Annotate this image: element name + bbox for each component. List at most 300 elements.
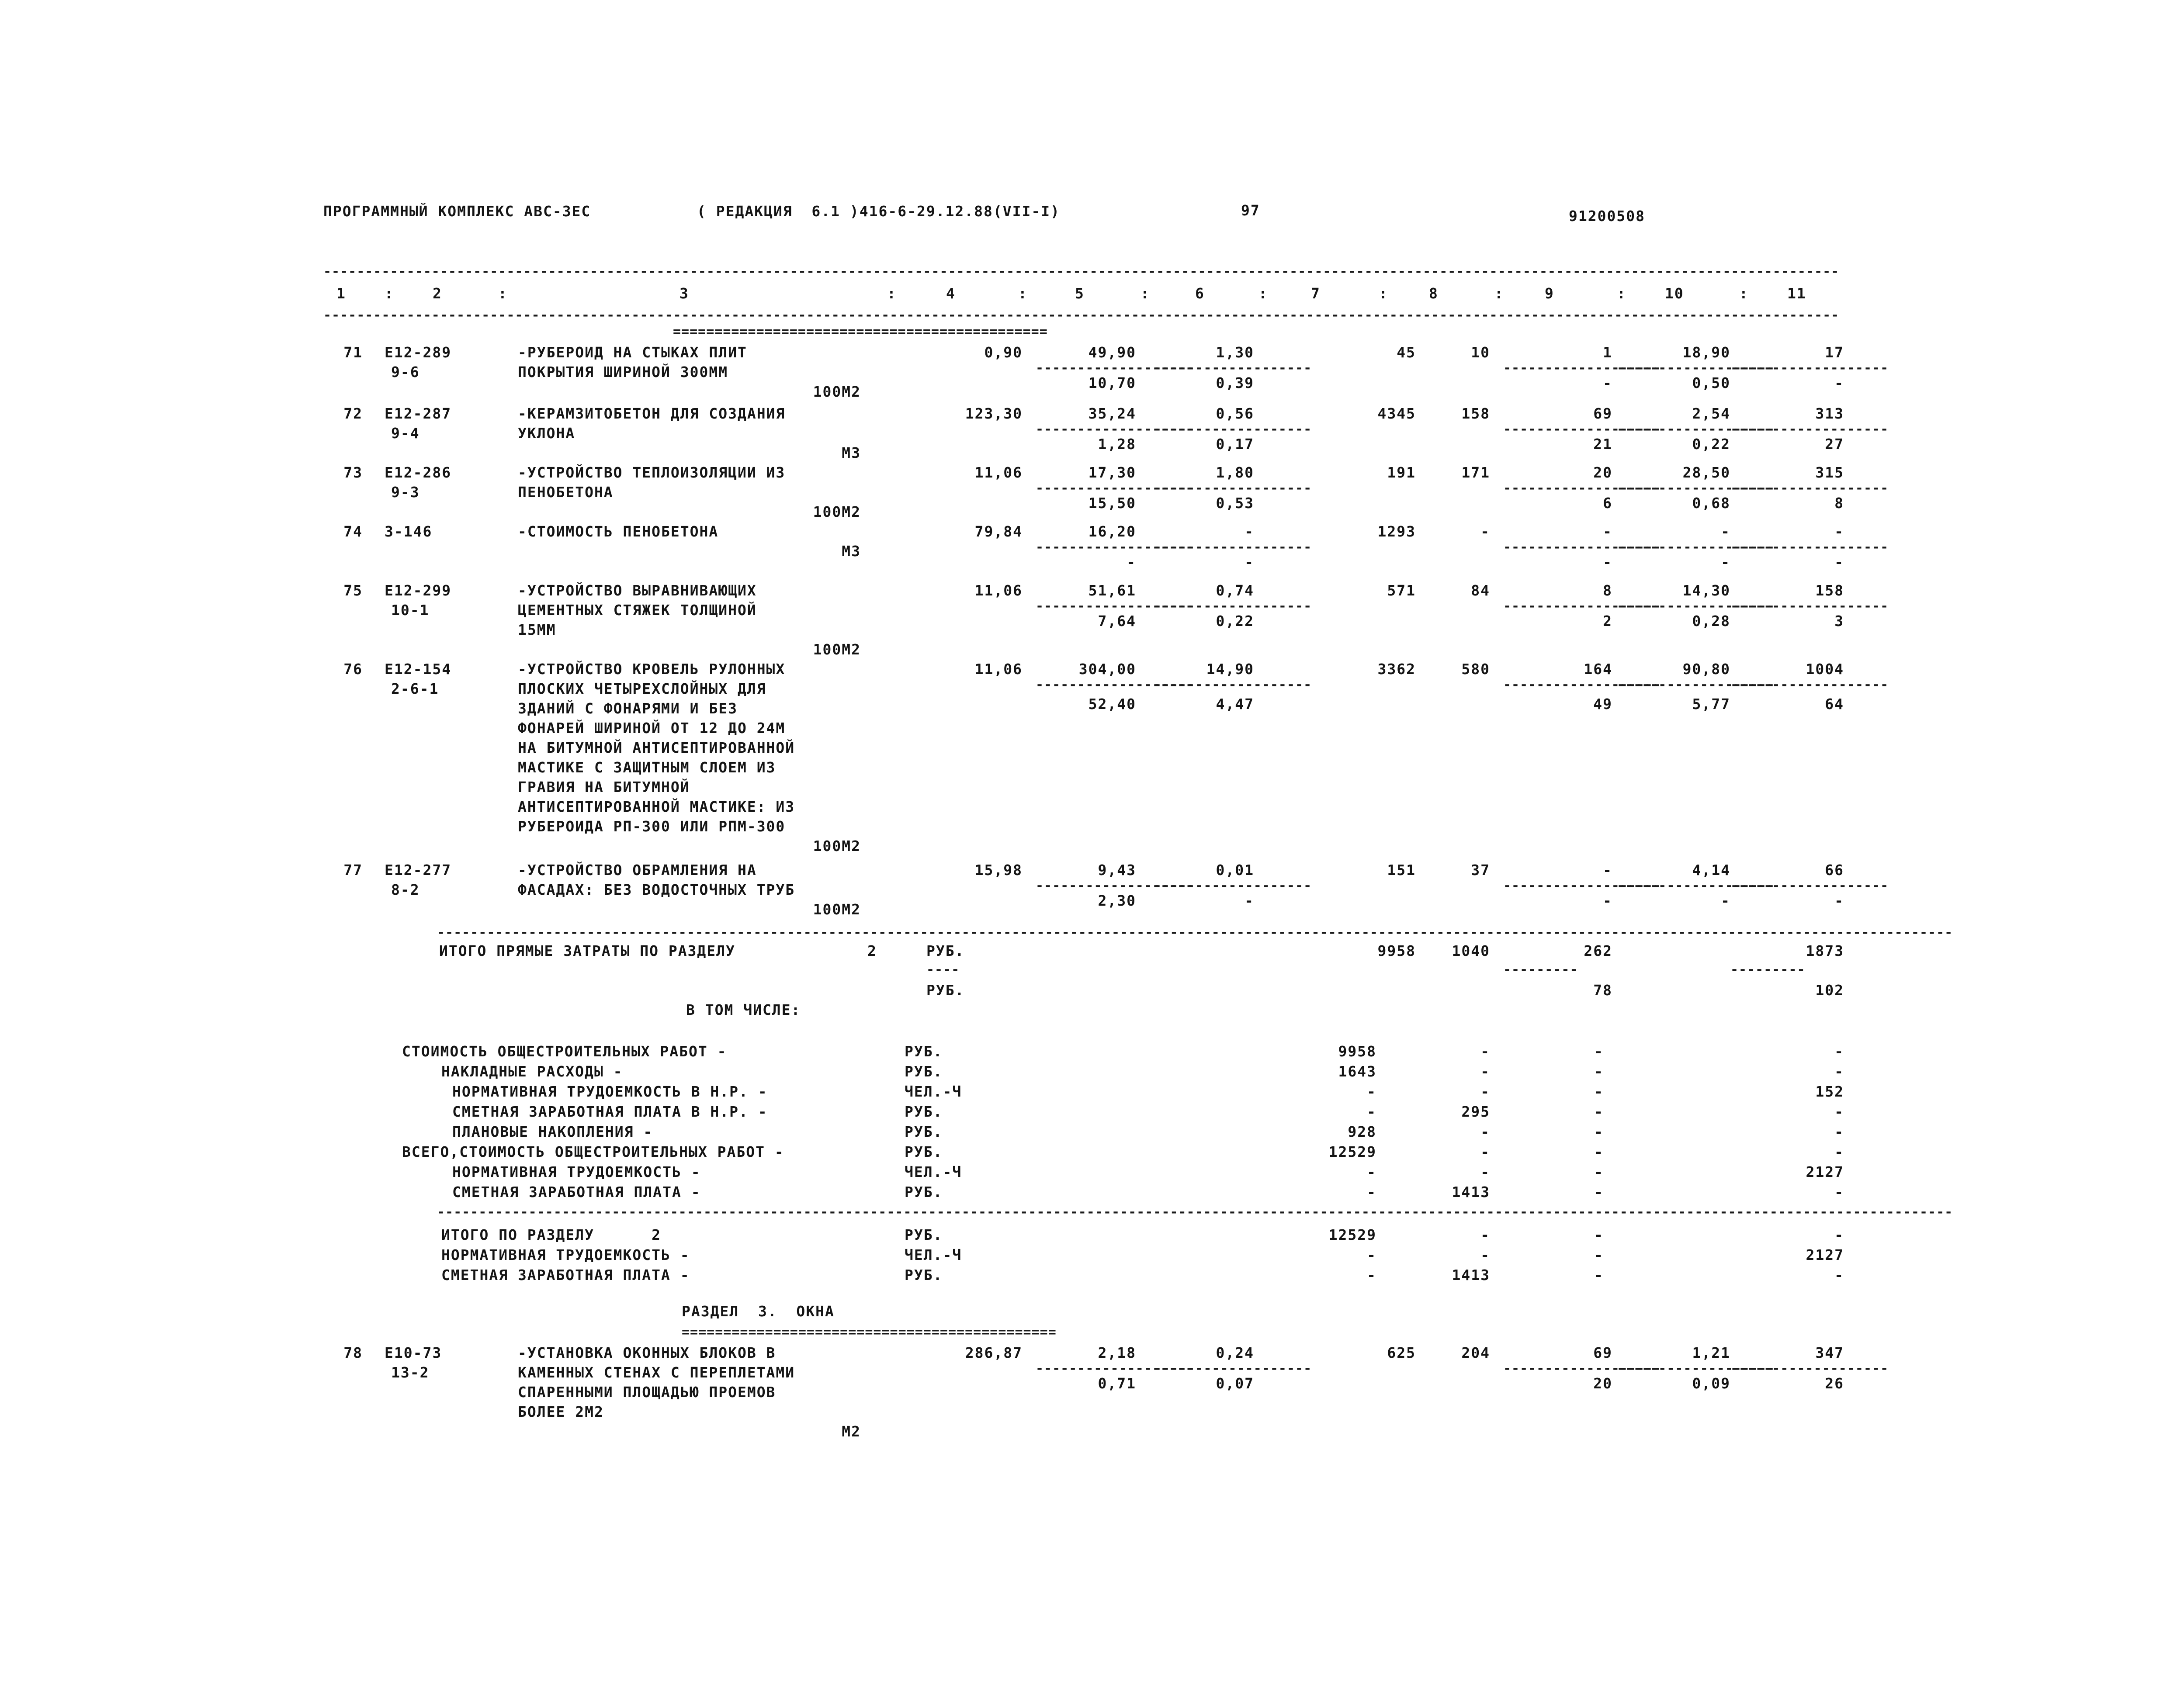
rate-code-sub: 8-2 xyxy=(391,881,420,898)
column-divider: : xyxy=(1258,285,1268,302)
sub-value-col-5: 10,70 xyxy=(1088,374,1136,391)
value-col-11: 66 xyxy=(1825,862,1844,879)
value-col-8: 10 xyxy=(1471,344,1490,361)
breakdown-label: СМЕТНАЯ ЗАРАБОТНАЯ ПЛАТА В Н.Р. - xyxy=(452,1103,768,1120)
value-col-9: 8 xyxy=(1603,582,1612,599)
breakdown-label: СТОИМОСТЬ ОБЩЕСТРОИТЕЛЬНЫХ РАБОТ - xyxy=(402,1043,727,1060)
totals-rule-bottom: -------------------------------------------------------------------------------------------------------------------------------------------------------------------------------------- xyxy=(437,1204,1953,1220)
breakdown-col9: - xyxy=(1594,1183,1604,1201)
cell-rule: ------------------- xyxy=(1154,360,1312,376)
breakdown-unit: РУБ. xyxy=(905,1103,943,1120)
cell-rule: ------------------- xyxy=(1036,677,1194,693)
cell-rule: ------------------- xyxy=(1154,677,1312,693)
cell-rule: ------------------- xyxy=(1154,1361,1312,1377)
rate-code: Е12-287 xyxy=(385,405,452,422)
value-col-6: 0,56 xyxy=(1216,405,1254,422)
sub-value-col-5: 52,40 xyxy=(1088,696,1136,713)
breakdown-col11: - xyxy=(1834,1063,1844,1080)
cell-rule: ------------------- xyxy=(1154,599,1312,614)
value-col-11: 313 xyxy=(1815,405,1844,422)
sub-value-col-11: - xyxy=(1834,892,1844,909)
work-description-line: ФОНАРЕЙ ШИРИНОЙ ОТ 12 ДО 24М xyxy=(518,720,786,737)
column-divider: : xyxy=(1617,285,1626,302)
cell-rule: ------------------- xyxy=(1503,1361,1662,1377)
breakdown-col8: - xyxy=(1480,1163,1490,1180)
row-number: 71 xyxy=(343,344,363,361)
breakdown-col8: - xyxy=(1480,1083,1490,1100)
value-col-4: 79,84 xyxy=(974,523,1023,540)
breakdown-label: ПЛАНОВЫЕ НАКОПЛЕНИЯ - xyxy=(452,1123,653,1140)
sub-value-col-6: 0,53 xyxy=(1216,495,1254,512)
section-total-col8: - xyxy=(1480,1246,1490,1263)
row-number: 72 xyxy=(343,405,363,422)
cell-rule: ------------------- xyxy=(1730,878,1889,894)
rate-code: Е12-277 xyxy=(385,862,452,879)
rate-code: 3-146 xyxy=(385,523,433,540)
breakdown-unit: ЧЕЛ.-Ч xyxy=(905,1083,962,1100)
sub-value-col-11: - xyxy=(1834,374,1844,391)
value-col-11: - xyxy=(1834,523,1844,540)
column-divider: : xyxy=(1018,285,1028,302)
breakdown-col7: 12529 xyxy=(1328,1143,1376,1160)
value-col-5: 16,20 xyxy=(1088,523,1136,540)
breakdown-col11: - xyxy=(1834,1183,1844,1201)
value-col-4: 0,90 xyxy=(984,344,1023,361)
sub-value-col-11: - xyxy=(1834,554,1844,571)
value-col-8: 158 xyxy=(1461,405,1490,422)
cell-rule: ------------------- xyxy=(1503,422,1662,437)
breakdown-label: НОРМАТИВНАЯ ТРУДОЕМКОСТЬ В Н.Р. - xyxy=(452,1083,768,1100)
rate-code-sub: 9-6 xyxy=(391,363,420,381)
sub-value-col-5: 7,64 xyxy=(1098,612,1136,630)
value-col-8: 84 xyxy=(1471,582,1490,599)
measure-unit: 100М2 xyxy=(813,503,861,520)
value-col-5: 51,61 xyxy=(1088,582,1136,599)
sub-value-col-6: 0,17 xyxy=(1216,436,1254,453)
cell-rule: ------------------- xyxy=(1617,1361,1775,1377)
rate-code: Е12-299 xyxy=(385,582,452,599)
sub-value-col-6: 0,22 xyxy=(1216,612,1254,630)
direct-costs-col11: 1873 xyxy=(1806,942,1844,959)
document-code: 91200508 xyxy=(1569,208,1645,225)
breakdown-col11: - xyxy=(1834,1123,1844,1140)
breakdown-col8: 1413 xyxy=(1452,1183,1490,1201)
sub-value-col-10: 0,28 xyxy=(1692,612,1730,630)
breakdown-col9: - xyxy=(1594,1083,1604,1100)
value-col-8: 204 xyxy=(1461,1344,1490,1361)
sub-value-col-6: - xyxy=(1245,892,1254,909)
measure-unit: М3 xyxy=(842,543,861,560)
direct-costs-sub-col11: 102 xyxy=(1815,982,1844,999)
measure-unit: 100М2 xyxy=(813,641,861,658)
column-divider: : xyxy=(1141,285,1150,302)
breakdown-col7: - xyxy=(1367,1183,1376,1201)
section-total-unit: РУБ. xyxy=(905,1267,943,1284)
section-3-title: РАЗДЕЛ 3. ОКНА xyxy=(682,1303,835,1320)
cell-rule: ------------------- xyxy=(1503,677,1662,693)
value-col-11: 315 xyxy=(1815,464,1844,481)
cell-rule: ------------------- xyxy=(1154,481,1312,496)
row-number: 75 xyxy=(343,582,363,599)
breakdown-col7: - xyxy=(1367,1103,1376,1120)
row-number: 76 xyxy=(343,661,363,678)
breakdown-unit: РУБ. xyxy=(905,1043,943,1060)
section-total-label: ИТОГО ПО РАЗДЕЛУ 2 xyxy=(441,1226,661,1243)
cell-rule: ------------------- xyxy=(1154,422,1312,437)
sub-value-col-9: 49 xyxy=(1593,696,1612,713)
cell-rule: ------------------- xyxy=(1036,422,1194,437)
work-description-line: ФАСАДАХ: БЕЗ ВОДОСТОЧНЫХ ТРУБ xyxy=(518,881,795,898)
column-divider: : xyxy=(1494,285,1504,302)
value-col-9: - xyxy=(1603,523,1612,540)
direct-costs-label: ИТОГО ПРЯМЫЕ ЗАТРАТЫ ПО РАЗДЕЛУ xyxy=(439,942,735,959)
column-divider: : xyxy=(1379,285,1388,302)
breakdown-col11: - xyxy=(1834,1043,1844,1060)
value-col-6: 14,90 xyxy=(1206,661,1254,678)
value-col-9: 20 xyxy=(1593,464,1612,481)
sub-value-col-11: 3 xyxy=(1834,612,1844,630)
value-col-11: 1004 xyxy=(1806,661,1844,678)
sub-value-col-10: - xyxy=(1721,892,1730,909)
breakdown-col11: 152 xyxy=(1815,1083,1844,1100)
value-col-5: 304,00 xyxy=(1078,661,1136,678)
cell-rule: ------------------- xyxy=(1617,422,1775,437)
rate-code-sub: 13-2 xyxy=(391,1364,430,1381)
value-col-10: 4,14 xyxy=(1692,862,1730,879)
value-col-8: 580 xyxy=(1461,661,1490,678)
sub-value-col-6: - xyxy=(1245,554,1254,571)
cell-rule: ------------------- xyxy=(1730,677,1889,693)
value-col-11: 17 xyxy=(1825,344,1844,361)
breakdown-col7: - xyxy=(1367,1163,1376,1180)
column-header-4: 4 xyxy=(946,285,956,302)
section-total-col11: - xyxy=(1834,1226,1844,1243)
measure-unit: М2 xyxy=(842,1423,861,1440)
measure-unit: 100М2 xyxy=(813,383,861,400)
column-header-5: 5 xyxy=(1075,285,1085,302)
work-description-line: -СТОИМОСТЬ ПЕНОБЕТОНА xyxy=(518,523,719,540)
column-divider: : xyxy=(887,285,897,302)
breakdown-col9: - xyxy=(1594,1163,1604,1180)
rate-code-sub: 10-1 xyxy=(391,602,430,619)
sub-value-col-11: 26 xyxy=(1825,1375,1844,1392)
cell-rule: ------------------- xyxy=(1617,481,1775,496)
value-col-5: 35,24 xyxy=(1088,405,1136,422)
breakdown-col7: - xyxy=(1367,1083,1376,1100)
direct-costs-unit-2: РУБ. xyxy=(926,982,965,999)
value-col-7: 571 xyxy=(1387,582,1416,599)
cell-rule: ------------------- xyxy=(1730,1361,1889,1377)
sub-value-col-11: 8 xyxy=(1834,495,1844,512)
work-description-line: -УСТРОЙСТВО ТЕПЛОИЗОЛЯЦИИ ИЗ xyxy=(518,464,786,481)
sub-value-col-9: - xyxy=(1603,554,1612,571)
sub-value-col-9: 2 xyxy=(1603,612,1612,630)
measure-unit: М3 xyxy=(842,444,861,461)
sub-value-col-6: 0,07 xyxy=(1216,1375,1254,1392)
value-col-4: 286,87 xyxy=(965,1344,1023,1361)
rate-code: Е12-286 xyxy=(385,464,452,481)
sub-value-col-10: - xyxy=(1721,554,1730,571)
value-col-9: - xyxy=(1603,862,1612,879)
value-col-7: 1293 xyxy=(1377,523,1416,540)
sub-value-col-10: 0,09 xyxy=(1692,1375,1730,1392)
work-description-line: -УСТАНОВКА ОКОННЫХ БЛОКОВ В xyxy=(518,1344,776,1361)
value-col-11: 347 xyxy=(1815,1344,1844,1361)
value-col-10: 1,21 xyxy=(1692,1344,1730,1361)
breakdown-col7: 928 xyxy=(1348,1123,1376,1140)
value-col-5: 49,90 xyxy=(1088,344,1136,361)
direct-costs-col7: 9958 xyxy=(1377,942,1416,959)
work-description-line: -УСТРОЙСТВО ВЫРАВНИВАЮЩИХ xyxy=(518,582,757,599)
cell-rule: ------------------- xyxy=(1503,878,1662,894)
work-description-line: 15ММ xyxy=(518,621,556,638)
breakdown-col9: - xyxy=(1594,1123,1604,1140)
cell-rule: ------------------- xyxy=(1730,360,1889,376)
cell-rule: ------------------- xyxy=(1730,481,1889,496)
cell-rule: ------------------- xyxy=(1154,540,1312,555)
rate-code-sub: 2-6-1 xyxy=(391,680,439,697)
value-col-8: - xyxy=(1480,523,1490,540)
section-total-col7: - xyxy=(1367,1267,1376,1284)
row-number: 78 xyxy=(343,1344,363,1361)
section-total-unit: ЧЕЛ.-Ч xyxy=(905,1246,962,1263)
section-total-label: СМЕТНАЯ ЗАРАБОТНАЯ ПЛАТА - xyxy=(441,1267,690,1284)
measure-unit: 100М2 xyxy=(813,901,861,918)
breakdown-col8: - xyxy=(1480,1123,1490,1140)
column-divider: : xyxy=(385,285,394,302)
rate-code: Е12-289 xyxy=(385,344,452,361)
value-col-4: 11,06 xyxy=(974,582,1023,599)
work-description-line: ПЛОСКИХ ЧЕТЫРЕХСЛОЙНЫХ ДЛЯ xyxy=(518,680,766,697)
sub-value-col-10: 0,68 xyxy=(1692,495,1730,512)
breakdown-col11: 2127 xyxy=(1806,1163,1844,1180)
cell-rule: ------------------- xyxy=(1036,540,1194,555)
value-col-7: 45 xyxy=(1397,344,1416,361)
breakdown-col9: - xyxy=(1594,1103,1604,1120)
cell-rule: ------------------- xyxy=(1617,878,1775,894)
cell-rule: ------------------- xyxy=(1617,360,1775,376)
column-header-7: 7 xyxy=(1311,285,1321,302)
rate-code: Е12-154 xyxy=(385,661,452,678)
value-col-6: - xyxy=(1245,523,1254,540)
work-description-line: ЗДАНИЙ С ФОНАРЯМИ И БЕЗ xyxy=(518,700,738,717)
direct-col11-rule: --------- xyxy=(1730,962,1806,977)
value-col-9: 69 xyxy=(1593,1344,1612,1361)
breakdown-col11: - xyxy=(1834,1143,1844,1160)
column-divider: : xyxy=(498,285,508,302)
column-header-9: 9 xyxy=(1545,285,1554,302)
value-col-5: 2,18 xyxy=(1098,1344,1136,1361)
sub-value-col-9: 20 xyxy=(1593,1375,1612,1392)
column-header-2: 2 xyxy=(433,285,442,302)
cell-rule: ------------------- xyxy=(1617,540,1775,555)
value-col-7: 191 xyxy=(1387,464,1416,481)
work-description-line: ЦЕМЕНТНЫХ СТЯЖЕК ТОЛЩИНОЙ xyxy=(518,602,757,619)
value-col-6: 0,74 xyxy=(1216,582,1254,599)
section-total-col7: - xyxy=(1367,1246,1376,1263)
table-top-rule: -------------------------------------------------------------------------------------------------------------------------------------------------------------------------------------- xyxy=(323,264,1840,279)
sub-value-col-5: 1,28 xyxy=(1098,436,1136,453)
value-col-8: 171 xyxy=(1461,464,1490,481)
breakdown-col9: - xyxy=(1594,1143,1604,1160)
work-description-line: РУБЕРОИДА РП-300 ИЛИ РПМ-300 xyxy=(518,818,786,835)
sub-value-col-6: 0,39 xyxy=(1216,374,1254,391)
cell-rule: ------------------- xyxy=(1503,599,1662,614)
cell-rule: ------------------- xyxy=(1036,599,1194,614)
rate-code-sub: 9-3 xyxy=(391,484,420,501)
sub-value-col-6: 4,47 xyxy=(1216,696,1254,713)
edition-info: ( РЕДАКЦИЯ 6.1 )416-6-29.12.88(VII-I) xyxy=(697,203,1060,220)
sub-value-col-9: - xyxy=(1603,892,1612,909)
direct-costs-unit: РУБ. xyxy=(926,942,965,959)
section-total-col11: 2127 xyxy=(1806,1246,1844,1263)
cell-rule: ------------------- xyxy=(1036,1361,1194,1377)
breakdown-col8: - xyxy=(1480,1063,1490,1080)
value-col-10: 90,80 xyxy=(1682,661,1730,678)
including-label: В ТОМ ЧИСЛЕ: xyxy=(686,1001,801,1018)
section-3-separator: ============================================= xyxy=(682,1325,1057,1340)
cell-rule: ------------------- xyxy=(1730,540,1889,555)
breakdown-label: ВСЕГО,СТОИМОСТЬ ОБЩЕСТРОИТЕЛЬНЫХ РАБОТ - xyxy=(402,1143,784,1160)
totals-rule-top: -------------------------------------------------------------------------------------------------------------------------------------------------------------------------------------- xyxy=(437,925,1953,940)
cell-rule: ------------------- xyxy=(1617,599,1775,614)
direct-col9-rule: --------- xyxy=(1503,962,1578,977)
work-description-line: -УСТРОЙСТВО ОБРАМЛЕНИЯ НА xyxy=(518,862,757,879)
value-col-4: 11,06 xyxy=(974,661,1023,678)
column-header-10: 10 xyxy=(1665,285,1684,302)
sub-value-col-10: 0,50 xyxy=(1692,374,1730,391)
row-number: 77 xyxy=(343,862,363,879)
value-col-7: 151 xyxy=(1387,862,1416,879)
column-divider: : xyxy=(1739,285,1749,302)
breakdown-label: СМЕТНАЯ ЗАРАБОТНАЯ ПЛАТА - xyxy=(452,1183,701,1201)
breakdown-col9: - xyxy=(1594,1043,1604,1060)
work-description-line: УКЛОНА xyxy=(518,425,575,442)
cell-rule: ------------------- xyxy=(1730,422,1889,437)
breakdown-unit: РУБ. xyxy=(905,1143,943,1160)
cell-rule: ------------------- xyxy=(1036,878,1194,894)
section-total-label: НОРМАТИВНАЯ ТРУДОЕМКОСТЬ - xyxy=(441,1246,690,1263)
value-col-7: 625 xyxy=(1387,1344,1416,1361)
work-description-line: -КЕРАМЗИТОБЕТОН ДЛЯ СОЗДАНИЯ xyxy=(518,405,786,422)
value-col-10: 28,50 xyxy=(1682,464,1730,481)
cell-rule: ------------------- xyxy=(1617,677,1775,693)
section-total-col8: - xyxy=(1480,1226,1490,1243)
value-col-10: 18,90 xyxy=(1682,344,1730,361)
work-description-line: МАСТИКЕ С ЗАЩИТНЫМ СЛОЕМ ИЗ xyxy=(518,759,776,776)
column-header-1: 1 xyxy=(336,285,346,302)
value-col-4: 11,06 xyxy=(974,464,1023,481)
work-description-line: -УСТРОЙСТВО КРОВЕЛЬ РУЛОННЫХ xyxy=(518,661,786,678)
breakdown-label: НАКЛАДНЫЕ РАСХОДЫ - xyxy=(441,1063,623,1080)
work-description-line: КАМЕННЫХ СТЕНАХ С ПЕРЕПЛЕТАМИ xyxy=(518,1364,795,1381)
value-col-4: 15,98 xyxy=(974,862,1023,879)
breakdown-unit: ЧЕЛ.-Ч xyxy=(905,1163,962,1180)
rate-code-sub: 9-4 xyxy=(391,425,420,442)
measure-unit: 100М2 xyxy=(813,837,861,855)
cell-rule: ------------------- xyxy=(1503,540,1662,555)
section-separator: ============================================= xyxy=(673,324,1048,339)
row-number: 73 xyxy=(343,464,363,481)
value-col-11: 158 xyxy=(1815,582,1844,599)
breakdown-label: НОРМАТИВНАЯ ТРУДОЕМКОСТЬ - xyxy=(452,1163,701,1180)
work-description-line: АНТИСЕПТИРОВАННОЙ МАСТИКЕ: ИЗ xyxy=(518,798,795,815)
program-title: ПРОГРАММНЫЙ КОМПЛЕКС АВС-ЗЕС xyxy=(323,203,591,220)
sub-value-col-11: 64 xyxy=(1825,696,1844,713)
value-col-5: 9,43 xyxy=(1098,862,1136,879)
work-description-line: БОЛЕЕ 2М2 xyxy=(518,1403,604,1420)
value-col-7: 3362 xyxy=(1377,661,1416,678)
breakdown-col11: - xyxy=(1834,1103,1844,1120)
value-col-4: 123,30 xyxy=(965,405,1023,422)
section-total-col9: - xyxy=(1594,1246,1604,1263)
page-number: 97 xyxy=(1241,202,1260,219)
value-col-7: 4345 xyxy=(1377,405,1416,422)
breakdown-col8: - xyxy=(1480,1043,1490,1060)
value-col-6: 0,24 xyxy=(1216,1344,1254,1361)
sub-value-col-9: 21 xyxy=(1593,436,1612,453)
sub-value-col-9: 6 xyxy=(1603,495,1612,512)
value-col-6: 1,80 xyxy=(1216,464,1254,481)
sub-value-col-10: 5,77 xyxy=(1692,696,1730,713)
breakdown-unit: РУБ. xyxy=(905,1123,943,1140)
breakdown-col9: - xyxy=(1594,1063,1604,1080)
column-header-6: 6 xyxy=(1195,285,1205,302)
column-header-11: 11 xyxy=(1787,285,1806,302)
section-total-col7: 12529 xyxy=(1328,1226,1376,1243)
sub-value-col-5: 15,50 xyxy=(1088,495,1136,512)
rate-code: Е10-73 xyxy=(385,1344,442,1361)
work-description-line: ГРАВИЯ НА БИТУМНОЙ xyxy=(518,779,690,796)
sub-value-col-11: 27 xyxy=(1825,436,1844,453)
direct-costs-col9: 262 xyxy=(1584,942,1612,959)
value-col-9: 1 xyxy=(1603,344,1612,361)
cell-rule: ------------------- xyxy=(1503,481,1662,496)
work-description-line: ПЕНОБЕТОНА xyxy=(518,484,614,501)
section-total-col9: - xyxy=(1594,1267,1604,1284)
column-header-3: 3 xyxy=(679,285,689,302)
value-col-10: - xyxy=(1721,523,1730,540)
breakdown-col7: 1643 xyxy=(1338,1063,1376,1080)
direct-costs-sub-col9: 78 xyxy=(1593,982,1612,999)
section-total-unit: РУБ. xyxy=(905,1226,943,1243)
value-col-9: 164 xyxy=(1584,661,1612,678)
cell-rule: ------------------- xyxy=(1036,360,1194,376)
work-description-line: СПАРЕННЫМИ ПЛОЩАДЬЮ ПРОЕМОВ xyxy=(518,1384,776,1401)
cell-rule: ------------------- xyxy=(1154,878,1312,894)
direct-unit-rule: ---- xyxy=(926,962,960,977)
value-col-9: 69 xyxy=(1593,405,1612,422)
value-col-10: 2,54 xyxy=(1692,405,1730,422)
sub-value-col-9: - xyxy=(1603,374,1612,391)
column-header-rule: -------------------------------------------------------------------------------------------------------------------------------------------------------------------------------------- xyxy=(323,308,1840,323)
cell-rule: ------------------- xyxy=(1503,360,1662,376)
breakdown-col7: 9958 xyxy=(1338,1043,1376,1060)
breakdown-col8: 295 xyxy=(1461,1103,1490,1120)
sub-value-col-10: 0,22 xyxy=(1692,436,1730,453)
value-col-5: 17,30 xyxy=(1088,464,1136,481)
section-total-col9: - xyxy=(1594,1226,1604,1243)
work-description-line: НА БИТУМНОЙ АНТИСЕПТИРОВАННОЙ xyxy=(518,739,795,756)
sub-value-col-5: 0,71 xyxy=(1098,1375,1136,1392)
work-description-line: -РУБЕРОИД НА СТЫКАХ ПЛИТ xyxy=(518,344,747,361)
cell-rule: ------------------- xyxy=(1036,481,1194,496)
direct-costs-col8: 1040 xyxy=(1452,942,1490,959)
value-col-6: 0,01 xyxy=(1216,862,1254,879)
breakdown-unit: РУБ. xyxy=(905,1183,943,1201)
sub-value-col-5: - xyxy=(1127,554,1136,571)
cell-rule: ------------------- xyxy=(1730,599,1889,614)
